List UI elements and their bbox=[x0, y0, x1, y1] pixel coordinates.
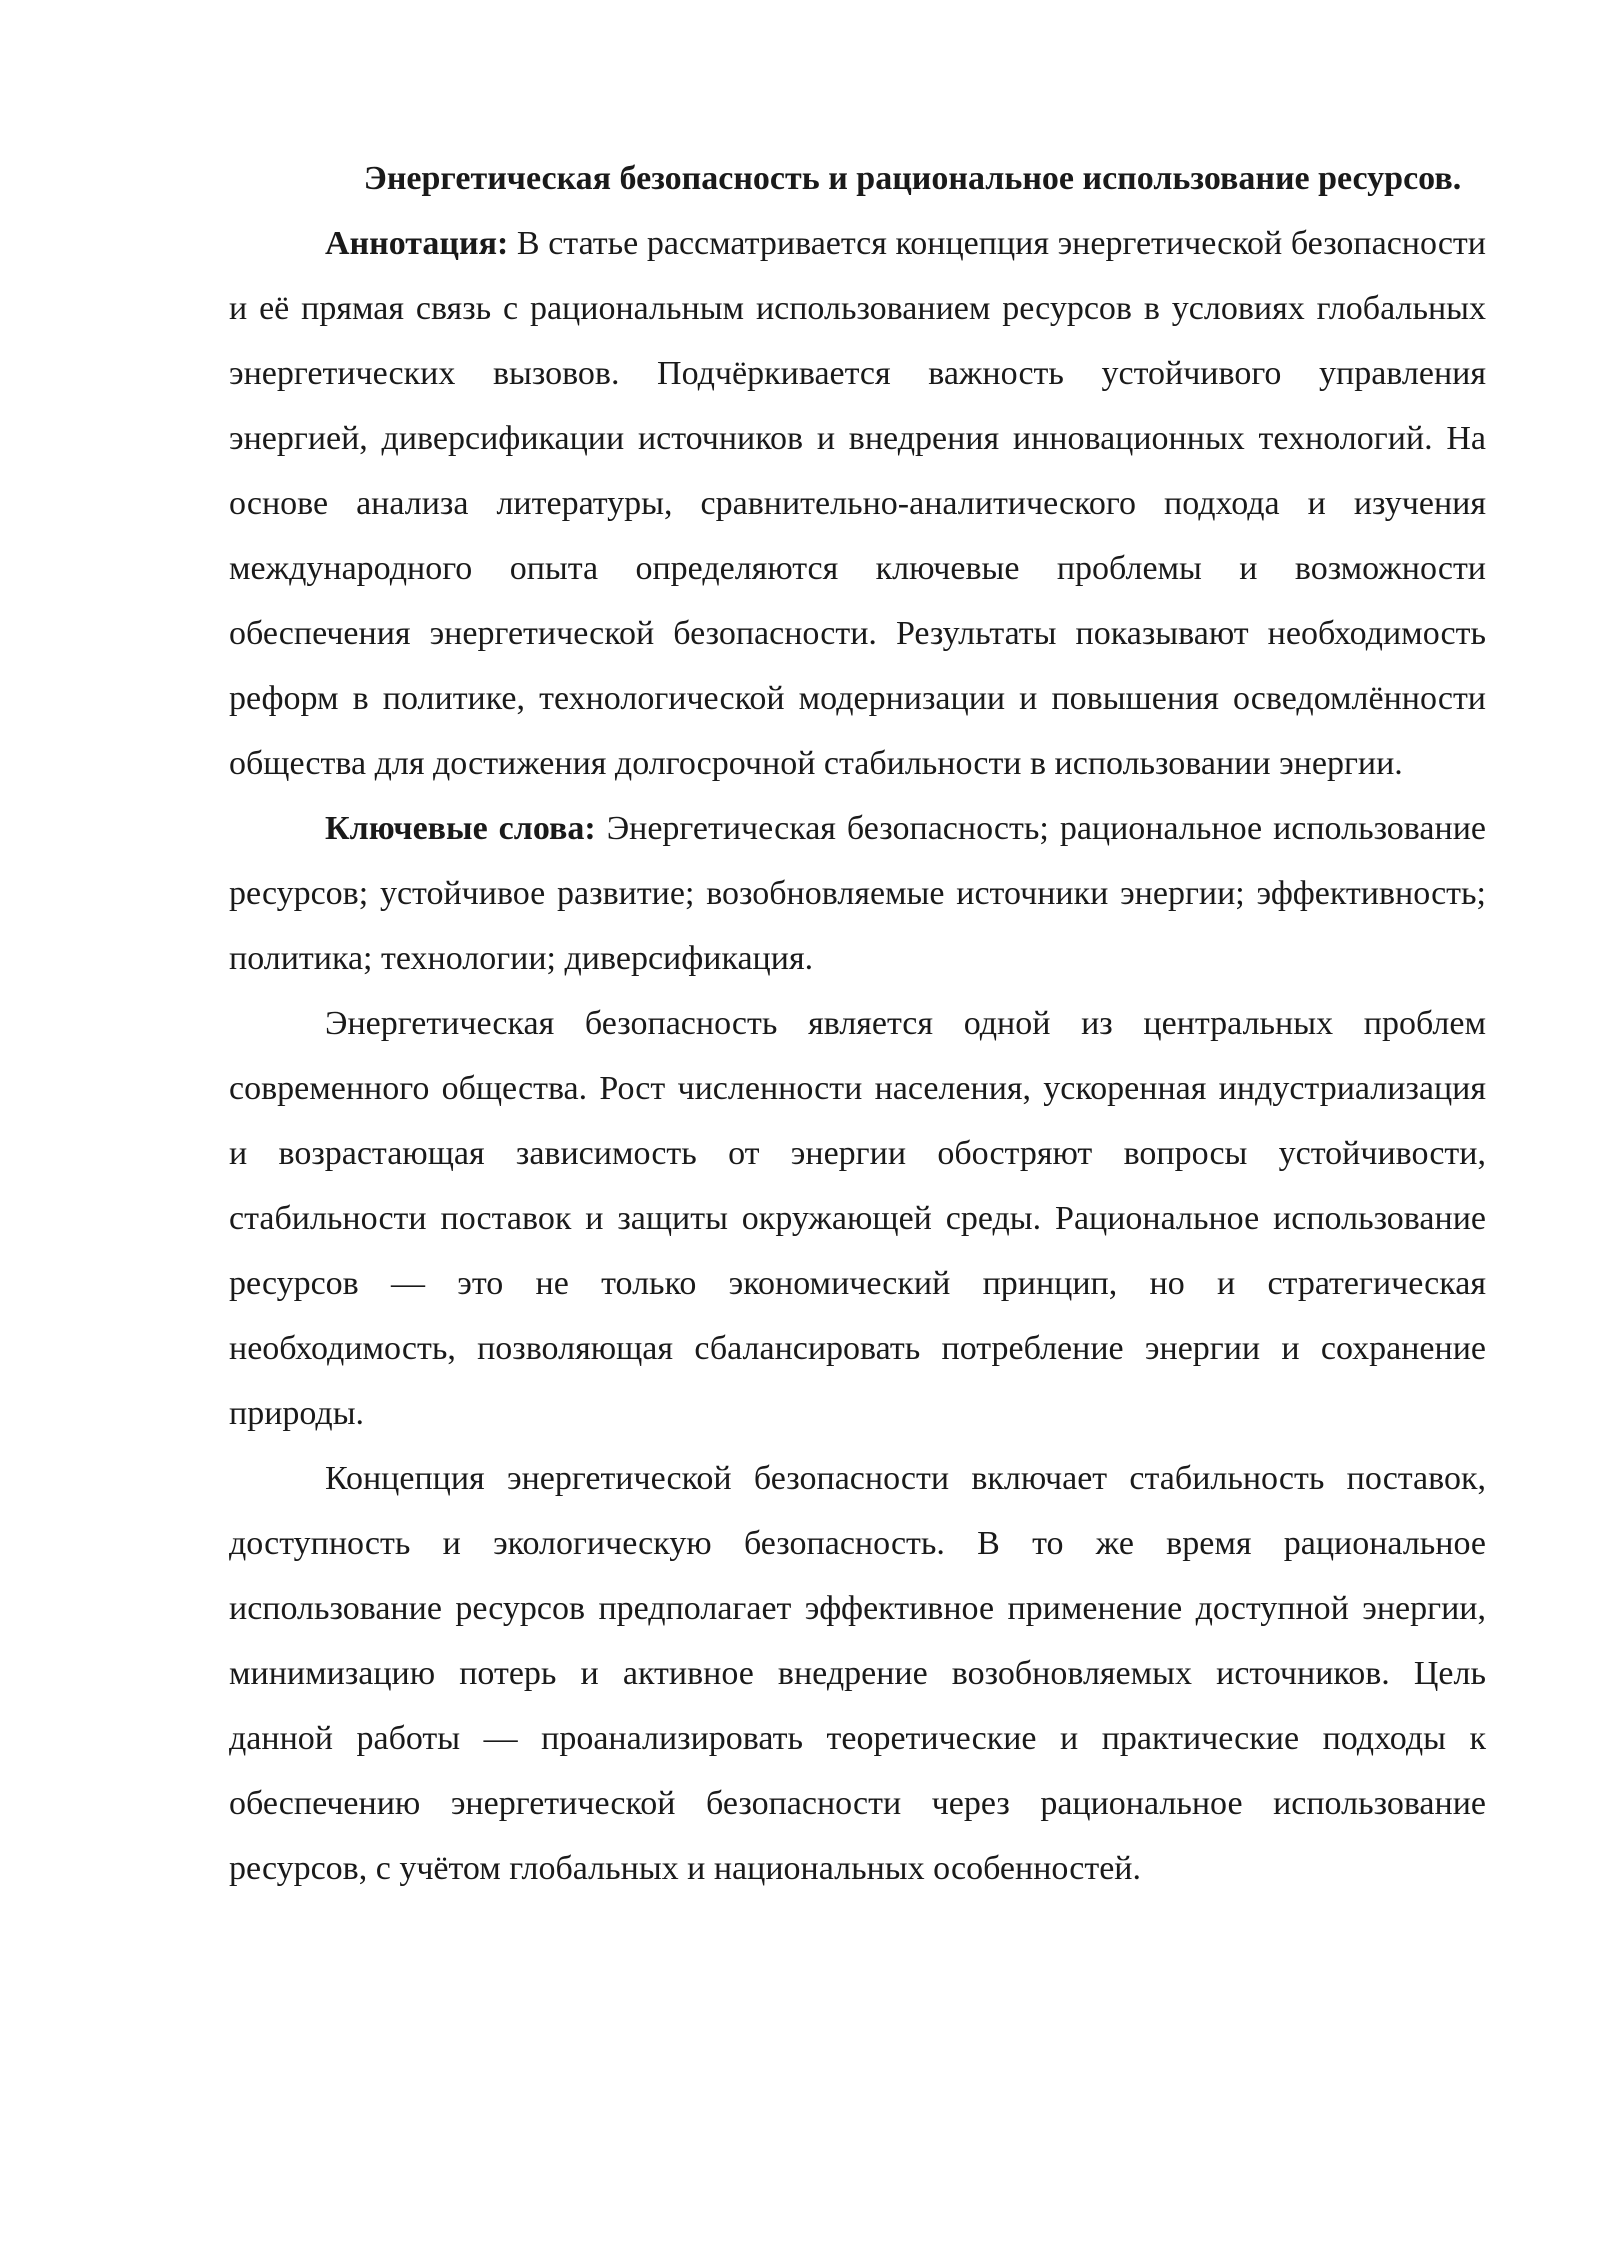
document-title: Энергетическая безопасность и рациональное использование ресурсов. bbox=[363, 160, 1462, 197]
document-body bbox=[229, 146, 1486, 1901]
abstract-label: Аннотация: bbox=[325, 225, 509, 262]
abstract-text: В статье рассматривается концепция энергетической безопасности и её прямая связь с рациональным использованием ресурсов в условиях глобальных энергетических вызовов. Подчёркивается важность устойчивого управления энергией, диверсификации источников и внедрения инновационных технологий. На основе анализа литературы, сравнительно-аналитического подхода и изучения международного опыта определяются ключевые проблемы и возможности обеспечения энергетической безопасности. Результаты показывают необходимость реформ в политике, технологической модернизации и повышения осведомлённости общества для достижения долгосрочной стабильности в использовании энергии. bbox=[229, 225, 1486, 782]
body-paragraph-1: Энергетическая безопасность является одной из центральных проблем современного общества. Рост численности населения, ускоренная индустриализация и возрастающая зависимость от энергии обостряют вопросы устойчивости, стабильности поставок и защиты окружающей среды. Рациональное использование ресурсов — это не только экономический принцип, но и стратегическая необходимость, позволяющая сбалансировать потребление энергии и сохранение природы. bbox=[229, 1005, 1486, 1432]
body-paragraph-2: Концепция энергетической безопасности включает стабильность поставок, доступность и экологическую безопасность. В то же время рациональное использование ресурсов предполагает эффективное применение доступной энергии, минимизацию потерь и активное внедрение возобновляемых источников. Цель данной работы — проанализировать теоретические и практические подходы к обеспечению энергетической безопасности через рациональное использование ресурсов, с учётом глобальных и национальных особенностей. bbox=[229, 1460, 1486, 1887]
abstract-paragraph bbox=[229, 211, 1486, 796]
keywords-paragraph bbox=[229, 796, 1486, 991]
keywords-label: Ключевые слова: bbox=[325, 810, 596, 847]
keywords-text: Энергетическая безопасность; рациональное использование ресурсов; устойчивое развитие; возобновляемые источники энергии; эффективность; политика; технологии; диверсификация. bbox=[229, 810, 1486, 977]
